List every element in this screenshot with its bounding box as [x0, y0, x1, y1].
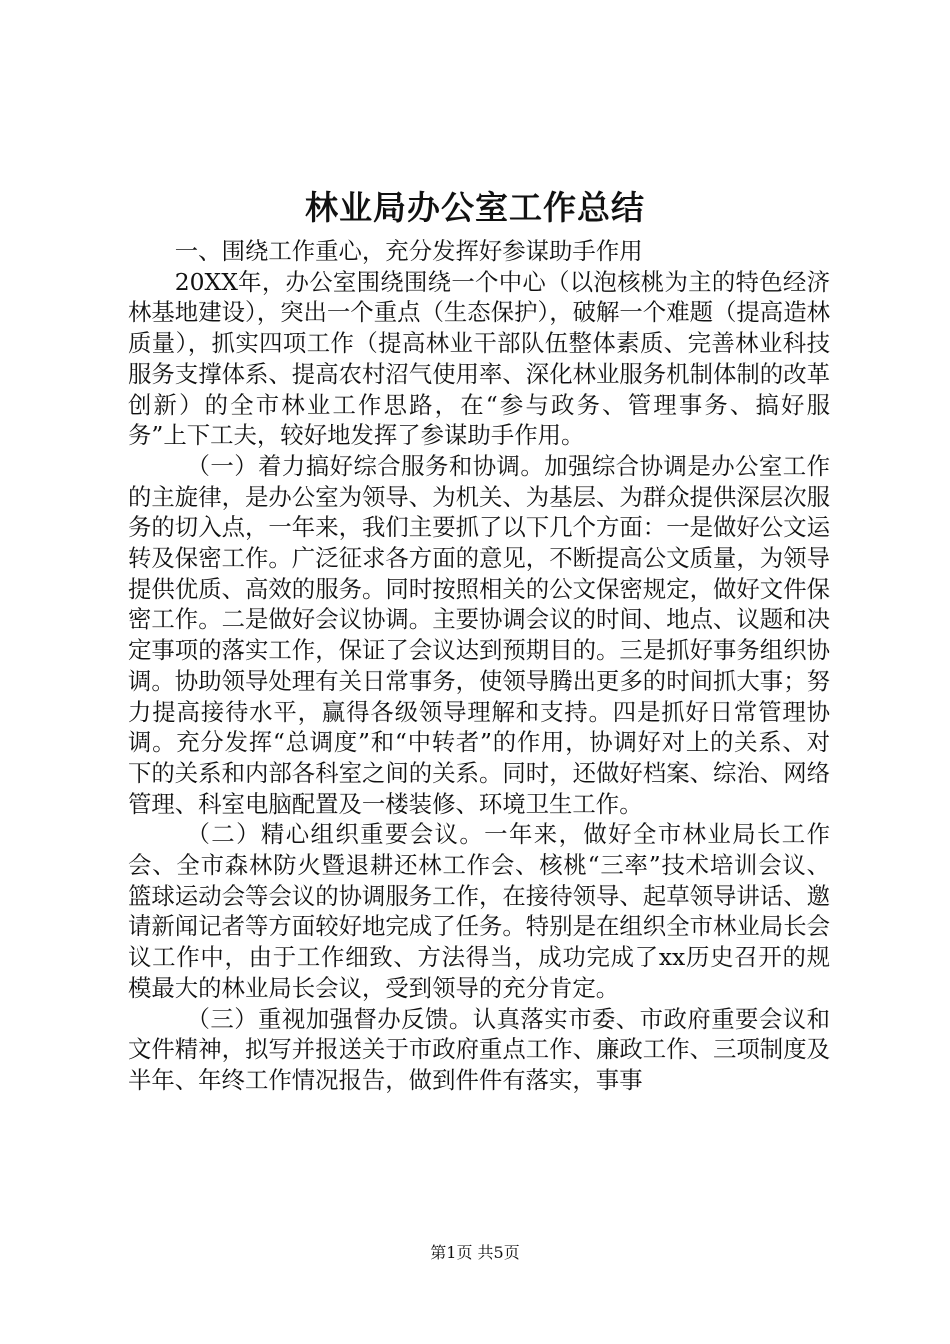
section-heading: 一、围绕工作重心，充分发挥好参谋助手作用: [174, 237, 643, 265]
document-body: [128, 236, 830, 1096]
document-title: 林业局办公室工作总结: [305, 188, 645, 227]
page-footer: 第1页 共5页: [430, 1243, 520, 1262]
paragraph: （二）精心组织重要会议。一年来，做好全市林业局长工作会、全市森林防火暨退耕还林工作会、核桃“三率”技术培训会议、篮球运动会等会议的协调服务工作，在接待领导、起草领导讲话、邀请新闻记者等方面较好地完成了任务。特别是在组织全市林业局长会议工作中，由于工作细致、方法得当，成功完成了xx历史召开的规模最大的林业局长会议，受到领导的充分肯定。: [128, 820, 830, 1002]
paragraph: （一）着力搞好综合服务和协调。加强综合协调是办公室工作的主旋律，是办公室为领导、为机关、为基层、为群众提供深层次服务的切入点，一年来，我们主要抓了以下几个方面：一是做好公文运转及保密工作。广泛征求各方面的意见，不断提高公文质量，为领导提供优质、高效的服务。同时按照相关的公文保密规定，做好文件保密工作。二是做好会议协调。主要协调会议的时间、地点、议题和决定事项的落实工作，保证了会议达到预期目的。三是抓好事务组织协调。协助领导处理有关日常事务，使领导腾出更多的时间抓大事；努力提高接待水平，赢得各级领导理解和支持。四是抓好日常管理协调。充分发挥“总调度”和“中转者”的作用，协调好对上的关系、对下的关系和内部各科室之间的关系。同时，还做好档案、综治、网络管理、科室电脑配置及一楼装修、环境卫生工作。: [128, 451, 830, 818]
paragraph: 20XX年，办公室围绕围绕一个中心（以泡核桃为主的特色经济林基地建设），突出一个重点（生态保护），破解一个难题（提高造林质量），抓实四项工作（提高林业干部队伍整体素质、完善林业科技服务支撑体系、提高农村沼气使用率、深化林业服务机制体制的改革创新）的全市林业工作思路，在“参与政务、管理事务、搞好服务”上下工夫，较好地发挥了参谋助手作用。: [128, 267, 830, 450]
paragraph: （三）重视加强督办反馈。认真落实市委、市政府重要会议和文件精神，拟写并报送关于市政府重点工作、廉政工作、三项制度及半年、年终工作情况报告，做到件件有落实，事事: [128, 1004, 830, 1094]
